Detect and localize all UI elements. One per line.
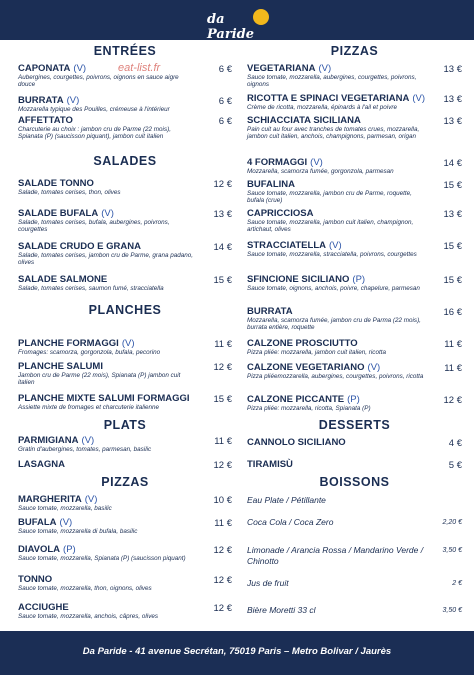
item-description: Mozzarella, scamorza fumée, jambon cru de Parma (22 mois), burrata entière, roquette <box>247 317 421 332</box>
item-price: 12 € <box>443 395 462 406</box>
item-name: CALZONE PROSCIUTTO <box>247 338 358 349</box>
item-price: 13 € <box>443 209 462 220</box>
item-tag: (V) <box>66 95 80 106</box>
watermark: eat-list.fr <box>118 62 161 74</box>
item-description: Sauce tomate, mozzarella, thon, oignons, olives <box>18 585 152 592</box>
menu-item <box>247 338 462 356</box>
menu-item <box>18 115 232 141</box>
item-price: 3,50 € <box>442 547 462 554</box>
item-description: Sauce tomate, oignons, anchois, poivre, chapelure, parmesan <box>247 285 420 292</box>
menu-item <box>247 93 462 111</box>
item-description: Sauce tomate, mozzarella, basilic <box>18 505 112 512</box>
item-tag: (P) <box>63 544 76 555</box>
item-tag: (V) <box>328 240 342 251</box>
item-description: Sauce tomate, mozzarella, jambon cuit italien, champignon, artichaut, olives <box>247 219 414 234</box>
item-name: CAPONATA <box>18 63 71 74</box>
item-tag: (V) <box>73 63 87 74</box>
item-price: 15 € <box>443 275 462 286</box>
drink-item <box>247 605 462 616</box>
item-name: SFINCIONE SICILIANO <box>247 274 350 285</box>
menu-item <box>18 459 232 470</box>
menu-item <box>18 517 232 535</box>
item-description: Salade, tomates cerises, jambon cru de Parme, grana padano, olives <box>18 252 194 267</box>
item-tag: (P) <box>352 274 366 285</box>
logo-text: da Paride <box>207 12 254 42</box>
menu-item <box>247 63 462 89</box>
item-name: CAPRICCIOSA <box>247 208 314 219</box>
item-name: ACCIUGHE <box>18 602 69 613</box>
menu-item <box>18 338 232 356</box>
item-tag: (V) <box>412 93 426 104</box>
item-price: 16 € <box>443 307 462 318</box>
section-title-pizzas-left: PIZZAS <box>101 475 149 489</box>
item-name: BURRATA <box>18 95 64 106</box>
item-description: Sauce tomate, mozzarella, Spianata (P) (saucisson piquant) <box>18 555 186 562</box>
restaurant-logo <box>205 6 275 42</box>
item-price: 13 € <box>443 116 462 127</box>
item-price: 12 € <box>213 603 232 614</box>
item-name: CALZONE PICCANTE <box>247 394 345 405</box>
item-price: 15 € <box>213 275 232 286</box>
menu-item <box>18 274 232 292</box>
item-name: CANNOLO SICILIANO <box>247 437 346 448</box>
item-name: LASAGNA <box>18 459 65 470</box>
item-price: 10 € <box>213 495 232 506</box>
item-name: SALADE CRUDO E GRANA <box>18 241 141 252</box>
menu-item <box>18 63 232 89</box>
item-tag: (V) <box>81 435 95 446</box>
section-title-entrees: ENTRÉES <box>93 44 157 58</box>
item-price: 6 € <box>218 116 232 127</box>
item-name: DIAVOLA <box>18 544 61 555</box>
menu-item <box>18 494 232 512</box>
item-name: Limonade / Arancia Rossa / Mandarino Verde / Chinotto <box>247 545 424 566</box>
section-title-boissons: BOISSONS <box>319 475 390 489</box>
item-tag: (V) <box>367 362 381 373</box>
item-name: BUFALINA <box>247 179 296 190</box>
item-name: Jus de fruit <box>247 578 289 588</box>
section-title-pizzas-right: PIZZAS <box>330 44 379 58</box>
item-name: RICOTTA E SPINACI VEGETARIANA <box>247 93 410 104</box>
menu-item <box>18 95 232 113</box>
item-price: 13 € <box>443 94 462 105</box>
menu-item <box>247 274 462 292</box>
item-description: Salade, tomates cerises, bufala, aubergines, poivrons, courgettes <box>18 219 170 234</box>
item-description: Sauce tomate, mozzarella di bufala, basilic <box>18 528 138 535</box>
menu-item <box>247 362 462 380</box>
item-description: Mozzarella typique des Pouilles, crémeuse à l'intérieur <box>18 106 170 113</box>
item-name: CALZONE VEGETARIANO <box>247 362 365 373</box>
item-price: 6 € <box>218 96 232 107</box>
item-description: Fromages: scamorza, gorgonzola, bufala, pecorino <box>18 349 161 356</box>
item-description: Salade, tomates cerises, saumon fumé, stracciatella <box>18 285 164 292</box>
item-price: 12 € <box>213 179 232 190</box>
item-name: PLANCHE MIXTE SALUMI FORMAGGI <box>18 393 190 404</box>
item-description: Jambon cru de Parme (22 mois), Spianata (P) jambon cuit italien <box>18 372 181 387</box>
drink-item <box>247 517 462 528</box>
item-description: Charcuterie au choix : jambon cru de Parme (22 mois), Spianata (P) (saucisson piquant), jambon cuit italien <box>18 126 171 141</box>
menu-item <box>247 240 462 258</box>
item-price: 11 € <box>214 518 232 529</box>
item-name: MARGHERITA <box>18 494 82 505</box>
menu-item <box>18 435 232 453</box>
item-tag: (P) <box>347 394 360 405</box>
item-description: Pizza pliéemozzarella, aubergines, courgettes, poivrons, ricotta <box>247 373 424 380</box>
item-description: Crème de ricotta, mozzarella, épinards à l'ail et poivre <box>247 104 397 111</box>
item-price: 12 € <box>213 545 232 556</box>
item-price: 14 € <box>443 158 462 169</box>
drink-item <box>247 578 462 589</box>
item-description: Sauce tomate, mozzarella, stracciatella, poivrons, courgettes <box>247 251 417 258</box>
item-price: 12 € <box>213 575 232 586</box>
item-name: SALADE BUFALA <box>18 208 99 219</box>
item-tag: (V) <box>59 517 73 528</box>
item-name: STRACCIATELLA <box>247 240 326 251</box>
section-title-desserts: DESSERTS <box>318 418 391 432</box>
item-description: Assiette mixte de fromages et charcuterie italienne <box>18 404 160 411</box>
menu-item <box>18 574 232 592</box>
item-tag: (V) <box>121 338 135 349</box>
section-title-salades: SALADES <box>93 154 157 168</box>
item-name: BURRATA <box>247 306 293 317</box>
item-name: AFFETTATO <box>18 115 73 126</box>
item-description: Aubergines, courgettes, poivrons, oignons en sauce aigre douce <box>18 74 179 89</box>
item-description: Sauce tomate, mozzarella, aubergines, courgettes, poivrons, oignons <box>247 74 417 89</box>
menu-item <box>18 361 232 387</box>
item-name: SCHIACCIATA SICILIANA <box>247 115 361 126</box>
item-description: Sauce tomate, mozzarella, jambon cru de Parme, roquette, bufala (crue) <box>247 190 412 205</box>
footer-bar <box>0 631 474 675</box>
item-name: Bière Moretti 33 cl <box>247 605 316 615</box>
section-title-planches: PLANCHES <box>88 303 162 317</box>
item-price: 13 € <box>213 209 232 220</box>
footer-address: Da Paride - 41 avenue Secrétan, 75019 Paris – Metro Bolivar / Jaurès <box>82 646 392 657</box>
item-price: 11 € <box>444 339 462 350</box>
item-price: 15 € <box>213 394 232 405</box>
sun-icon <box>253 9 269 25</box>
item-name: TONNO <box>18 574 53 585</box>
item-description: Pizza pliée: mozzarella, jambon cuit italien, ricotta <box>247 349 386 356</box>
item-price: 13 € <box>443 64 462 75</box>
item-price: 6 € <box>218 64 232 75</box>
item-tag: (V) <box>310 157 323 168</box>
item-price: 14 € <box>213 242 232 253</box>
menu-item <box>18 241 232 267</box>
menu-item <box>247 459 462 470</box>
item-price: 11 € <box>214 436 232 447</box>
item-tag: (V) <box>101 208 114 219</box>
item-description: Sauce tomate, mozzarella, anchois, câpres, olives <box>18 613 158 620</box>
item-price: 11 € <box>214 339 232 350</box>
item-price: 5 € <box>448 460 462 471</box>
item-price: 2,20 € <box>442 519 462 526</box>
menu-item <box>18 178 232 196</box>
menu-item <box>18 602 232 620</box>
menu-item <box>18 393 232 411</box>
menu-item <box>247 437 462 448</box>
item-name: Eau Plate / Pétillante <box>247 495 326 505</box>
item-price: 15 € <box>443 241 462 252</box>
menu-item <box>247 306 462 332</box>
item-name: PLANCHE FORMAGGI <box>18 338 119 349</box>
item-tag: (V) <box>84 494 98 505</box>
menu-item <box>247 115 462 141</box>
item-price: 15 € <box>443 180 462 191</box>
menu-item <box>247 157 462 175</box>
item-tag: (V) <box>318 63 332 74</box>
item-description: Pain cuit au four avec tranches de tomates crues, mozzarella, jambon cuit italien, anchois, champignons, parmesan, origan <box>247 126 420 141</box>
item-price: 11 € <box>444 363 462 374</box>
item-price: 12 € <box>213 362 232 373</box>
menu-item <box>247 208 462 234</box>
item-name: TIRAMISÙ <box>247 459 293 470</box>
item-name: PARMIGIANA <box>18 435 79 446</box>
item-name: VEGETARIANA <box>247 63 316 74</box>
item-name: BUFALA <box>18 517 57 528</box>
drink-item <box>247 495 462 506</box>
item-description: Gratin d'aubergines, tomates, parmesan, basilic <box>18 446 152 453</box>
drink-item <box>247 545 462 567</box>
item-price: 2 € <box>452 580 462 587</box>
item-name: 4 FORMAGGI <box>247 157 308 168</box>
item-name: Coca Cola / Coca Zero <box>247 517 334 527</box>
item-description: Pizza pliée: mozzarella, ricotta, Spianata (P) <box>247 405 371 412</box>
menu-item <box>18 208 232 234</box>
section-title-plats: PLATS <box>103 418 147 432</box>
menu-item <box>18 544 232 562</box>
item-price: 4 € <box>448 438 462 449</box>
item-name: SALADE TONNO <box>18 178 94 189</box>
item-description: Salade, tomates cerises, thon, olives <box>18 189 121 196</box>
menu-item <box>247 394 462 412</box>
item-price: 3,50 € <box>442 607 462 614</box>
header-bar <box>0 0 474 40</box>
item-name: SALADE SALMONE <box>18 274 108 285</box>
menu-item <box>247 179 462 205</box>
item-price: 12 € <box>213 460 232 471</box>
item-description: Mozzarella, scamorza fumée, gorgonzola, parmesan <box>247 168 394 175</box>
item-name: PLANCHE SALUMI <box>18 361 103 372</box>
